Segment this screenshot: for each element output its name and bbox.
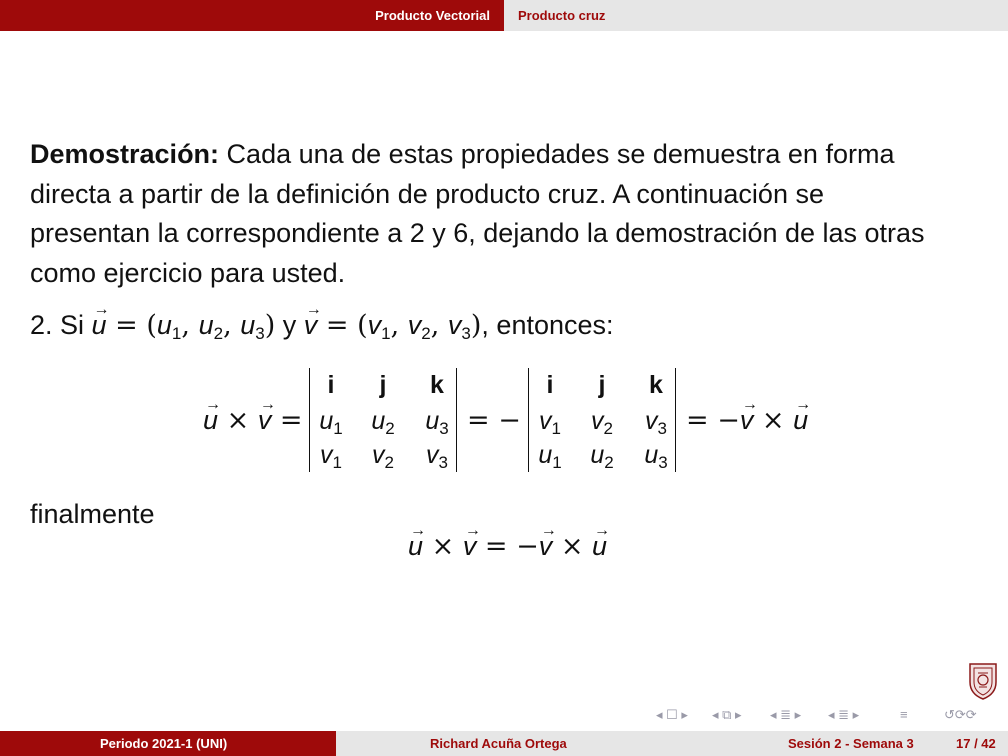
final-v: → v [463,528,477,564]
v2: v [407,310,422,340]
det2-u3: $u_3$ [644,441,668,472]
item2-suffix: , entonces: [481,310,614,340]
det1-k: k [430,371,444,399]
det1-u1: $u_1$ [319,407,343,438]
eq-equals-minus: = − [467,405,521,436]
det2-i: i [546,371,554,399]
footer-center [336,731,672,756]
top-bar-right [504,0,1008,31]
eq-rhs: = −→ v × → u [686,402,808,439]
determinant-1 [309,368,457,472]
footer-author: Richard Acuña Ortega [430,736,567,751]
top-bar-left [0,0,504,31]
det1-v1: $v_1$ [320,441,342,472]
footer-left [0,731,336,756]
item2-prefix: 2. Si [30,310,92,340]
top-navigation-bar [0,0,1008,31]
rhs-u: → u [793,402,808,438]
university-seal-icon [966,660,1000,700]
demo-label: Demostración: [30,139,220,169]
vector-v: → v [304,307,318,343]
beamer-nav-frame[interactable]: ◂ ☐ ▸ [656,707,688,722]
footer [0,731,1008,756]
v3: v [447,310,462,340]
sub-2b: 2 [421,324,431,343]
det2-v2: $v_2$ [591,407,613,438]
det2-u2: $u_2$ [590,441,614,472]
beamer-nav-subsection[interactable]: ◂ ⧉ ▸ [712,707,742,722]
sub-1b: 1 [381,324,391,343]
item-2-statement: 2. $Si \to u = (u_1$, $u_2$, $u_3$) $y \to v = (v_1$, $v_2$, $v_3$), entonces: [30,307,614,344]
det2-k: k [649,371,663,399]
det1-v3: $v_3$ [426,441,448,472]
search-icon[interactable]: ↺⟳⟳ [944,707,977,722]
u1: u [156,310,172,340]
demo-text: Cada una de estas propiedades se demuestra en forma directa a partir de la definición de producto cruz. A continuación se presentan la correspondiente a 2 y 6, dejando la demostración de las otras como ejercicio para usted. [30,139,925,288]
final-u2: → u [592,528,607,564]
u3: u [240,310,256,340]
det1-i: i [327,371,335,399]
footer-session: Sesión 2 - Semana 3 [788,736,914,751]
final-v2: → v [539,528,553,564]
det1-j: j [379,371,387,399]
determinant-2 [528,368,676,472]
nav-section-producto-vectorial[interactable]: Producto Vectorial [375,8,490,23]
u2: u [198,310,214,340]
v1: v [367,310,382,340]
beamer-nav-document[interactable]: ◂ ≣ ▸ [828,707,860,722]
det1-u3: $u_3$ [425,407,449,438]
item2-mid: y [275,310,304,340]
det2-u1: $u_1$ [538,441,562,472]
nav-subsection-producto-cruz[interactable]: Producto cruz [518,8,606,23]
lhs-v: → v [258,402,272,438]
det2-v3: $v_3$ [645,407,667,438]
beamer-nav-appendix[interactable]: ≡ [900,707,908,722]
cross-product-equation [0,368,1008,472]
eq-lhs: → u × → v = [203,402,303,439]
det2-v1: $v_1$ [539,407,561,438]
sub-3: 3 [255,324,265,343]
beamer-nav-section[interactable]: ◂ ≣ ▸ [770,707,802,722]
footer-right [672,731,1008,756]
final-u: → u [408,528,423,564]
final-equation: → u × → v = −→ v × → u [408,528,607,565]
footer-page-number: 17 / 42 [956,736,996,751]
footer-period: Periodo 2021-1 (UNI) [100,736,228,751]
demonstration-paragraph [30,135,930,293]
det1-u2: $u_2$ [371,407,395,438]
sub-3b: 3 [461,324,471,343]
det1-v2: $v_2$ [372,441,394,472]
vector-u: → u [92,307,107,343]
lhs-u: → u [203,402,218,438]
sub-2: 2 [213,324,224,343]
sub-1: 1 [171,324,182,343]
det2-j: j [598,371,606,399]
finalmente-label: finalmente [30,499,155,529]
rhs-v: → v [740,402,754,438]
